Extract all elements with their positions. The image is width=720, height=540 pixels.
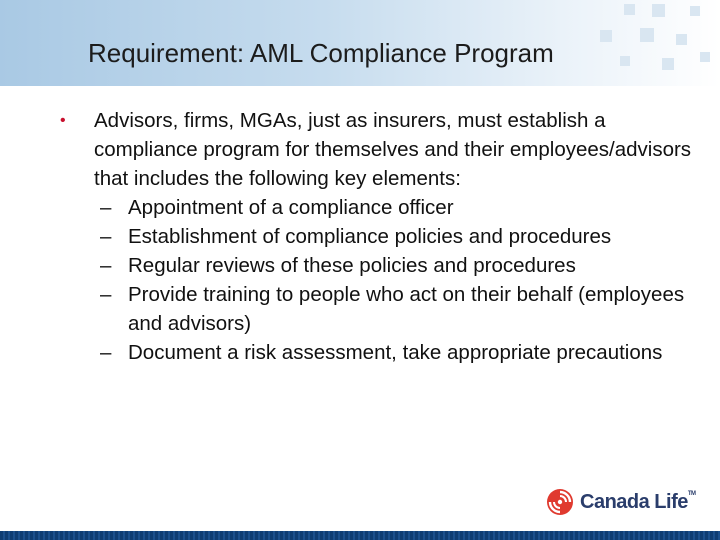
dash-symbol: – [100, 283, 112, 306]
decorative-square [652, 4, 665, 17]
sub-bullet-text: Provide training to people who act on their behalf (employees and advisors) [128, 283, 685, 335]
sub-bullet-text: Establishment of compliance policies and procedures [128, 225, 612, 248]
bullet-symbol: • [60, 112, 66, 129]
dash-symbol: – [100, 225, 112, 248]
sub-bullet [60, 338, 710, 367]
decorative-square [700, 52, 710, 62]
dash-symbol: – [100, 341, 112, 364]
decorative-square [620, 56, 630, 66]
slide-content [60, 106, 710, 367]
sub-bullet [60, 222, 710, 251]
main-bullet-text: Advisors, firms, MGAs, just as insurers, must establish a compliance program for themselves and their employees/advisors that includes the following key elements: [94, 109, 692, 190]
dash-symbol: – [100, 254, 112, 277]
sub-bullet [60, 280, 710, 338]
sub-bullet [60, 193, 710, 222]
decorative-square [676, 34, 687, 45]
sub-bullet [60, 251, 710, 280]
decorative-square [600, 30, 612, 42]
sub-bullet-text: Regular reviews of these policies and procedures [128, 254, 576, 277]
main-bullet [60, 106, 710, 193]
sub-bullet-list [60, 193, 710, 367]
canada-life-swirl-icon [546, 488, 574, 516]
decorative-square [640, 28, 654, 42]
dash-symbol: – [100, 196, 112, 219]
decorative-square [690, 6, 700, 16]
decorative-square [662, 58, 674, 70]
decorative-square [624, 4, 635, 15]
sub-bullet-text: Document a risk assessment, take appropriate precautions [128, 341, 663, 364]
sub-bullet-text: Appointment of a compliance officer [128, 196, 454, 219]
trademark: TM [687, 490, 696, 497]
logo-name: Canada Life [580, 490, 688, 513]
canada-life-logo [546, 488, 696, 516]
slide-title: Requirement: AML Compliance Program [88, 38, 554, 68]
logo-text [580, 491, 696, 514]
footer-bar [0, 531, 720, 540]
